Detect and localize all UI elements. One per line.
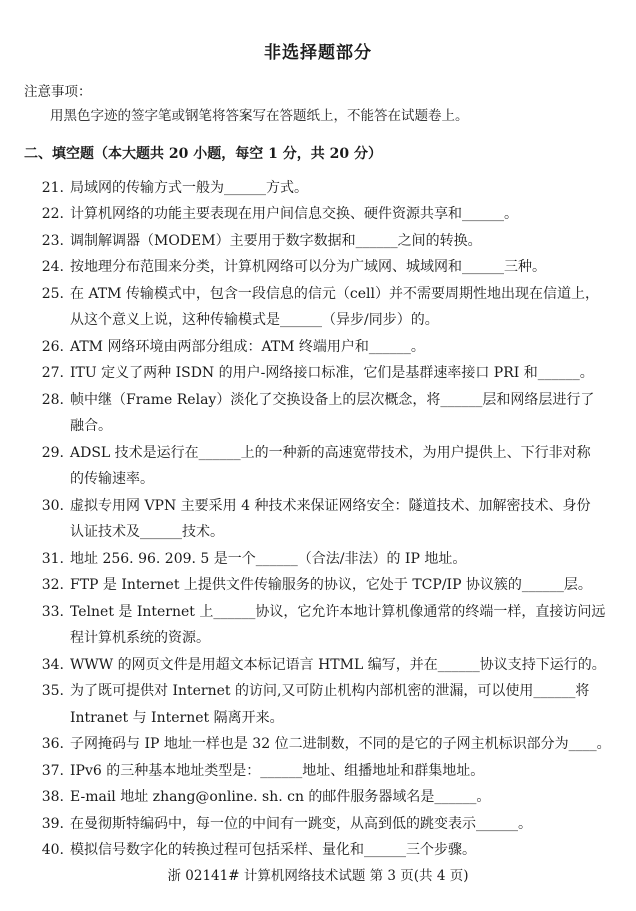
question-line <box>30 654 606 674</box>
question-line <box>30 733 611 753</box>
question-continuation-line <box>70 521 224 541</box>
question-number: 30. <box>41 498 64 514</box>
question-line <box>30 786 490 806</box>
question-text: 帧中继（Frame Relay）淡化了交换设备上的层次概念，将______层和网络层进行了 <box>70 392 595 408</box>
question-text: 程计算机系统的资源。 <box>70 630 210 646</box>
question-text: ADSL 技术是运行在______上的一种新的高速宽带技术，为用户提供上、下行非对称 <box>70 445 591 461</box>
question-text: 虚拟专用网 VPN 主要采用 4 种技术来保证网络安全：隧道技术、加解密技术、身份 <box>70 498 591 514</box>
question-line <box>30 680 589 700</box>
question-continuation-line <box>70 309 439 329</box>
page-footer: 浙 02141# 计算机网络技术试题 第 3 页(共 4 页) <box>167 868 469 884</box>
question-text: 计算机网络的功能主要表现在用户间信息交换、硬件资源共享和______。 <box>70 206 518 222</box>
question-text: Intranet 与 Internet 隔离开来。 <box>70 710 284 726</box>
question-number: 39. <box>41 816 64 832</box>
question-number: 36. <box>41 736 64 752</box>
question-number: 24. <box>41 259 64 275</box>
question-text: ITU 定义了两种 ISDN 的用户-网络接口标准，它们是基群速率接口 PRI 和______。 <box>70 365 594 381</box>
question-continuation-line <box>70 707 284 727</box>
question-number: 38. <box>41 789 64 805</box>
question-number: 27. <box>41 365 64 381</box>
question-line <box>30 442 591 462</box>
question-line <box>30 839 476 859</box>
question-number: 25. <box>41 286 64 302</box>
question-text: 为了既可提供对 Internet 的访问,又可防止机构内部机密的泄漏，可以使用______将 <box>70 683 590 699</box>
question-text: 模拟信号数字化的转换过程可包括采样、量化和______三个步骤。 <box>70 842 476 858</box>
question-continuation-line <box>70 415 112 435</box>
question-line <box>30 256 546 276</box>
question-number: 21. <box>41 180 64 196</box>
section-title: 二、填空题（本大题共 20 小题，每空 1 分，共 20 分） <box>24 146 382 162</box>
question-text: 认证技术及______技术。 <box>70 524 224 540</box>
question-line <box>30 813 532 833</box>
question-continuation-line <box>70 468 154 488</box>
notice-text: 用黑色字迹的签字笔或钢笔将答案写在答题纸上，不能答在试题卷上。 <box>50 108 469 124</box>
question-line <box>30 362 594 382</box>
question-line <box>30 389 594 409</box>
question-line <box>30 574 592 594</box>
question-line <box>30 760 484 780</box>
question-number: 33. <box>41 604 64 620</box>
question-text: WWW 的网页文件是用超文本标记语言 HTML 编写，并在______协议支持下运行的。 <box>70 657 606 673</box>
question-text: 在 ATM 传输模式中，包含一段信息的信元（cell）并不需要周期性地出现在信道上， <box>70 286 599 302</box>
question-text: 地址 256. 96. 209. 5 是一个______（合法/非法）的 IP 地址。 <box>70 551 467 567</box>
question-text: 子网掩码与 IP 地址一样也是 32 位二进制数，不同的是它的子网主机标识部分为____。 <box>70 736 611 752</box>
question-text: 在曼彻斯特编码中，每一位的中间有一跳变，从高到低的跳变表示______。 <box>70 816 532 832</box>
question-number: 29. <box>41 445 64 461</box>
page-title: 非选择题部分 <box>264 43 372 63</box>
question-number: 22. <box>41 206 64 222</box>
question-number: 37. <box>41 763 64 779</box>
question-text: 调制解调器（MODEM）主要用于数字数据和______之间的转换。 <box>70 233 482 249</box>
question-text: E-mail 地址 zhang@online. sh. cn 的邮件服务器域名是______。 <box>70 789 491 805</box>
question-number: 32. <box>41 577 64 593</box>
question-line <box>30 230 482 250</box>
question-number: 23. <box>41 233 64 249</box>
question-number: 26. <box>41 339 64 355</box>
question-text: FTP 是 Internet 上提供文件传输服务的协议，它处于 TCP/IP 协议簇的______层。 <box>70 577 592 593</box>
question-text: 从这个意义上说，这种传输模式是______（异步/同步）的。 <box>70 312 439 328</box>
question-line <box>30 495 591 515</box>
question-text: 按地理分布范围来分类，计算机网络可以分为广域网、城域网和______三种。 <box>70 259 546 275</box>
question-number: 28. <box>41 392 64 408</box>
question-number: 35. <box>41 683 64 699</box>
question-text: Telnet 是 Internet 上______协议，它允许本地计算机像通常的终端一样，直接访问远 <box>70 604 606 620</box>
question-number: 34. <box>41 657 64 673</box>
question-text: 的传输速率。 <box>70 471 154 487</box>
question-text: 局域网的传输方式一般为______方式。 <box>70 180 308 196</box>
question-line <box>30 601 605 621</box>
question-line <box>30 203 518 223</box>
question-continuation-line <box>70 627 210 647</box>
notice-label: 注意事项： <box>24 84 92 100</box>
question-text: 融合。 <box>70 418 112 434</box>
question-line <box>30 283 599 303</box>
question-number: 31. <box>41 551 64 567</box>
question-text: IPv6 的三种基本地址类型是：______地址、组播地址和群集地址。 <box>70 763 485 779</box>
question-line <box>30 336 425 356</box>
question-line <box>30 548 466 568</box>
question-line <box>30 177 308 197</box>
question-number: 40. <box>41 842 64 858</box>
question-text: ATM 网络环境由两部分组成：ATM 终端用户和______。 <box>70 339 425 355</box>
